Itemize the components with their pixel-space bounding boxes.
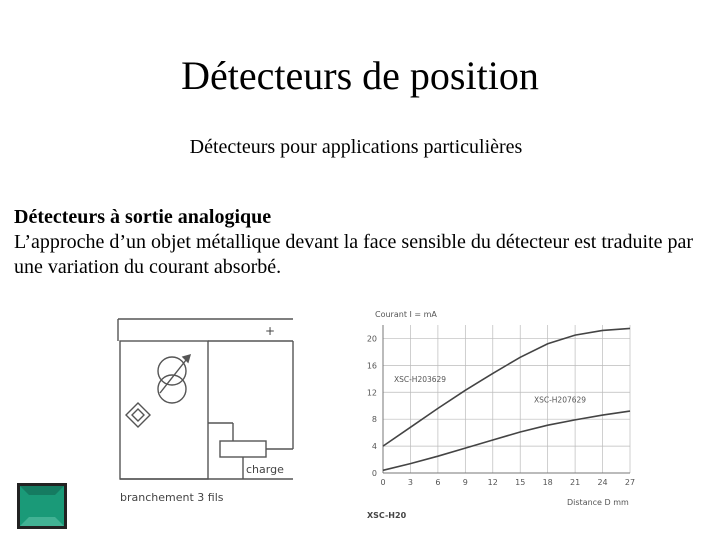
x-tick-label: 0 xyxy=(380,478,386,487)
current-distance-chart xyxy=(355,305,655,520)
x-tick-label: 18 xyxy=(542,478,553,487)
load-label: charge xyxy=(246,463,284,476)
diagram-caption: branchement 3 fils xyxy=(120,491,224,504)
content-block xyxy=(14,205,714,280)
wiring-diagram xyxy=(108,305,308,510)
y-tick-label: 20 xyxy=(366,334,377,344)
y-tick-label: 8 xyxy=(371,415,377,425)
x-tick-label: 9 xyxy=(462,478,468,487)
series-label-1: XSC-H203629 xyxy=(393,375,447,385)
x-tick-label: 27 xyxy=(624,478,636,487)
y-tick-label: 16 xyxy=(366,361,377,371)
description-text: L’approche d’un objet métallique devant la face sensible du détecteur est traduite par une variation du courant absorbé. xyxy=(14,231,693,278)
current-source-symbol xyxy=(158,357,186,385)
y-tick-label: 0 xyxy=(371,469,377,478)
x-tick-label: 6 xyxy=(435,478,441,487)
detector-body xyxy=(120,341,208,479)
chart-title: Courant I = mA xyxy=(375,310,437,319)
series-label-2: XSC-H207629 xyxy=(533,395,587,405)
y-tick-label: 12 xyxy=(366,388,377,398)
chart-footer: XSC-H20 xyxy=(367,511,407,520)
load-box xyxy=(220,441,266,457)
x-axis-label: Distance D mm xyxy=(567,498,629,507)
back-nav-button[interactable] xyxy=(17,483,67,529)
section-heading: Détecteurs à sortie analogique xyxy=(14,206,272,228)
series-line-1 xyxy=(383,328,630,446)
x-tick-label: 12 xyxy=(487,478,498,487)
x-tick-label: 21 xyxy=(570,478,581,487)
slide-subtitle: Détecteurs pour applications particulières xyxy=(189,136,523,158)
x-tick-label: 3 xyxy=(407,478,413,487)
x-tick-label: 24 xyxy=(597,478,608,487)
plus-sign: + xyxy=(265,324,276,338)
y-tick-label: 4 xyxy=(371,442,377,452)
slide-title: Détecteurs de position xyxy=(181,53,539,98)
x-tick-label: 15 xyxy=(515,478,526,487)
sensor-symbol xyxy=(126,403,150,427)
